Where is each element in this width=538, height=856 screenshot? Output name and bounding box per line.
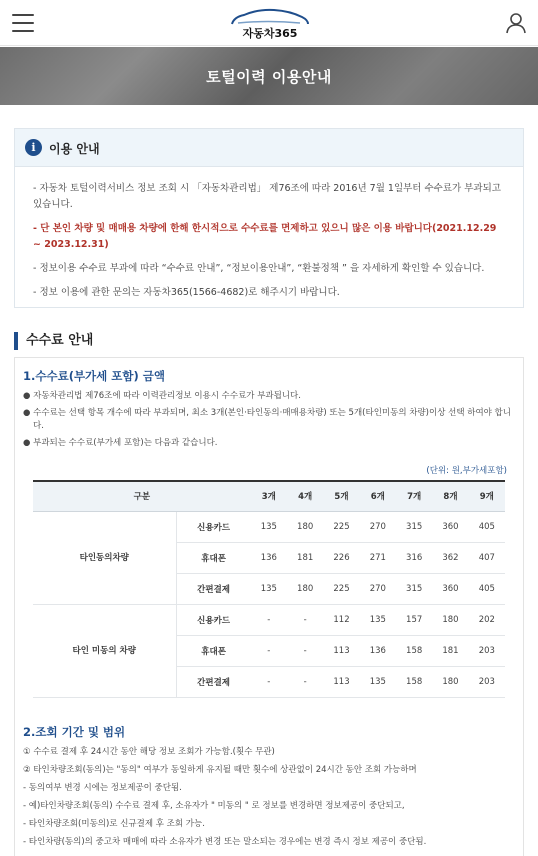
fee-value-cell: 135 [360, 604, 396, 635]
col-header: 5개 [323, 481, 359, 511]
fee-value-cell: 202 [469, 604, 505, 635]
period-line: - 타인차량조회(미동의)로 신규결제 후 조회 가능. [23, 819, 205, 829]
fee-value-cell: 271 [360, 542, 396, 573]
fee-value-cell: 360 [432, 511, 468, 542]
unit-note: (단위: 원,부가세포함) [426, 466, 507, 476]
fee-table-header-row [33, 481, 505, 511]
fee-value-cell: 136 [251, 542, 287, 573]
fee-value-cell: 315 [396, 511, 432, 542]
bullet-item: ● 부과되는 수수료(부가세 포함)는 다음과 같습니다. [23, 438, 218, 448]
fee-value-cell: 180 [432, 604, 468, 635]
fee-value-cell: 226 [323, 542, 359, 573]
usage-notice-box [14, 128, 524, 308]
fee-bullets [23, 390, 515, 454]
notice-line: - 정보이용 수수료 부과에 따라 “수수료 안내”, “정보이용안내”, “환불정책 ” 을 자세하게 확인할 수 있습니다. [33, 263, 485, 274]
notice-header [15, 129, 523, 167]
fee-value-cell: 405 [469, 511, 505, 542]
fee-value-cell: 315 [396, 573, 432, 604]
col-header: 9개 [469, 481, 505, 511]
fee-value-cell: 203 [469, 635, 505, 666]
fee-value-cell: 360 [432, 573, 468, 604]
fee-value-cell: 316 [396, 542, 432, 573]
fee-value-cell: 158 [396, 666, 432, 697]
fee-value-cell: 362 [432, 542, 468, 573]
fee-value-cell: 135 [251, 511, 287, 542]
period-title: 2.조회 기간 및 범위 [23, 725, 126, 739]
fee-value-cell: 203 [469, 666, 505, 697]
fee-content-panel [14, 357, 524, 856]
period-line: - 예)타인차량조회(동의) 수수료 결제 후, 소유자가 " 미동의 " 로 정보를 변경하면 정보제공이 중단되고, [23, 801, 405, 811]
fee-value-cell: - [251, 604, 287, 635]
period-line: ① 수수료 결제 후 24시간 동안 해당 정보 조회가 가능함.(횟수 무관) [23, 747, 275, 757]
col-header: 6개 [360, 481, 396, 511]
vehicle-group-cell: 타인동의차량 [33, 511, 176, 604]
fee-value-cell: 270 [360, 573, 396, 604]
vehicle-group-cell: 타인 미동의 차량 [33, 604, 176, 697]
fee-value-cell: - [287, 604, 323, 635]
fee-value-cell: - [287, 666, 323, 697]
fee-value-cell: 157 [396, 604, 432, 635]
fee-value-cell: 158 [396, 635, 432, 666]
logo-text: 자동차365 [242, 27, 298, 40]
notice-body [15, 167, 523, 301]
notice-line: - 자동차 토털이력서비스 정보 조회 시 「자동차관리법」 제76조에 따라 2016년 7월 1일부터 수수료가 부과되고 있습니다. [33, 183, 501, 210]
menu-icon[interactable] [12, 14, 34, 32]
bullet-item: ● 수수료는 선택 항목 개수에 따라 부과되며, 최소 3개(본인·타인동의·매매용차량) 또는 5개(타인미동의 차량)이상 선택 하여야 합니다. [23, 408, 511, 431]
table-row [33, 511, 505, 542]
fee-value-cell: 180 [432, 666, 468, 697]
fee-value-cell: 180 [287, 511, 323, 542]
period-list [23, 746, 515, 854]
fee-amount-title: 1.수수료(부가세 포함) 금액 [23, 369, 165, 383]
notice-line-highlight: - 단 본인 차량 및 매매용 차량에 한해 한시적으로 수수료를 면제하고 있으니 많은 이용 바랍니다(2021.12.29 ~ 2023.12.31) [33, 223, 497, 250]
col-header: 3개 [251, 481, 287, 511]
info-icon: i [25, 139, 42, 156]
fee-value-cell: 135 [360, 666, 396, 697]
user-icon[interactable] [506, 12, 526, 34]
payment-method-cell: 신용카드 [176, 604, 251, 635]
period-line: - 타인차량(동의)의 중고차 매매에 따라 소유자가 변경 또는 말소되는 경우에는 변경 즉시 정보 제공이 중단됨. [23, 837, 427, 847]
fee-value-cell: 113 [323, 666, 359, 697]
fee-value-cell: 225 [323, 573, 359, 604]
payment-method-cell: 간편결제 [176, 666, 251, 697]
logo[interactable] [220, 8, 320, 40]
payment-method-cell: 휴대폰 [176, 635, 251, 666]
fee-value-cell: 270 [360, 511, 396, 542]
table-row [33, 604, 505, 635]
payment-method-cell: 신용카드 [176, 511, 251, 542]
fee-value-cell: 113 [323, 635, 359, 666]
page-title: 토털이력 이용안내 [206, 68, 332, 86]
section-heading-fee: 수수료 안내 [14, 332, 93, 350]
fee-value-cell: 181 [432, 635, 468, 666]
bullet-item: ● 자동차관리법 제76조에 따라 이력관리정보 이용시 수수료가 부과됩니다. [23, 391, 301, 401]
notice-line: - 정보 이용에 관한 문의는 자동차365(1566-4682)로 해주시기 바랍니다. [33, 287, 340, 298]
fee-value-cell: - [251, 635, 287, 666]
fee-value-cell: 112 [323, 604, 359, 635]
fee-value-cell: 407 [469, 542, 505, 573]
col-header: 7개 [396, 481, 432, 511]
notice-title: 이용 안내 [49, 142, 100, 156]
fee-value-cell: 180 [287, 573, 323, 604]
fee-value-cell: - [287, 635, 323, 666]
payment-method-cell: 휴대폰 [176, 542, 251, 573]
car-logo-icon [228, 8, 312, 26]
page-banner [0, 47, 538, 105]
payment-method-cell: 간편결제 [176, 573, 251, 604]
fee-table [33, 480, 505, 698]
fee-value-cell: 225 [323, 511, 359, 542]
top-bar [0, 0, 538, 46]
fee-value-cell: 135 [251, 573, 287, 604]
fee-value-cell: 181 [287, 542, 323, 573]
fee-value-cell: 405 [469, 573, 505, 604]
period-line: ② 타인차량조회(동의)는 "동의" 여부가 동일하게 유지될 때만 횟수에 상관없이 24시간 동안 조회 가능하며 [23, 765, 417, 775]
fee-value-cell: 136 [360, 635, 396, 666]
col-header: 구분 [33, 481, 251, 511]
fee-value-cell: - [251, 666, 287, 697]
col-header: 8개 [432, 481, 468, 511]
col-header: 4개 [287, 481, 323, 511]
period-line: - 동의여부 변경 시에는 정보제공이 중단됨. [23, 783, 182, 793]
